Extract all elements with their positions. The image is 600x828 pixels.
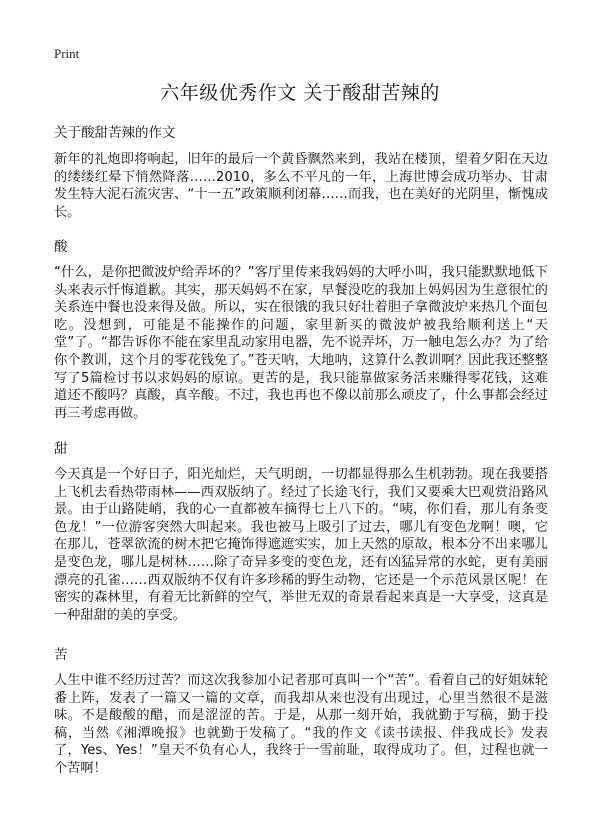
page-title: 六年级优秀作文 关于酸甜苦辣的 — [160, 82, 440, 104]
section-heading-bitter: 苦 — [54, 647, 68, 663]
print-link[interactable]: Print — [54, 46, 80, 61]
section-paragraph-sour: “什么，是你把微波炉给弄坏的？”客厅里传来我妈妈的大呼小叫，我只能默默地低下头来表示忏悔道歉。其实，那天妈妈不在家，早餐没吃的我加上妈妈因为生意很忙的关系连中餐也没来得及做。所以，实在很饿的我只好壮着胆子拿微波炉来热几个面包吃。没想到，可能是不能操作的问题，家里新买的微波炉被我给顺利送上“天堂”了。“都告诉你不能在家里乱动家用电器，先不说弄坏，万一触电怎么办？为了给你个教训，这个月的零花钱免了。”苍天呐，大地呐，这算什么教训啊？因此我还整整写了5篇检讨书以求妈妈的原谅。更苦的是，我只能靠做家务活来赚得零花钱，这难道还不酸吗？真酸，真辛酸。不过，我也再也不像以前那么顽皮了，什么事都会经过再三考虑再做。 — [54, 265, 548, 421]
article-subtitle: 关于酸甜苦辣的作文 — [54, 125, 176, 141]
section-heading-sweet: 甜 — [54, 441, 68, 457]
section-paragraph-bitter: 人生中谁不经历过苦？而这次我参加小记者那可真叫一个“苦”。看着自己的好姐妹轮番上阵，发表了一篇又一篇的文章，而我却从来也没有出现过，心里当然很不是滋味。不是酸酸的醋，而是涩涩的苦。于是，从那一刻开始，我就勤于写稿，勤于投稿，当然《湘潭晚报》也就勤于发稿了。“我的作文《读书读报、伴我成长》发表了，Yes、Yes！”皇天不负有心人，我终于一雪前耻，取得成功了。但，过程也就一个苦啊！ — [54, 673, 548, 776]
intro-paragraph: 新年的礼炮即将响起，旧年的最后一个黄昏飘然来到，我站在楼顶，望着夕阳在天边的缕缕红晕下悄然降落……2010，多么不平凡的一年，上海世博会成功举办、甘肃发生特大泥石流灾害、“十一五”政策顺利闭幕……而我，也在美好的光阴里，惭愧成长。 — [54, 152, 548, 220]
section-paragraph-sweet: 今天真是一个好日子，阳光灿烂，天气明朗，一切都显得那么生机勃勃。现在我要搭上飞机去看热带雨林——西双版纳了。经过了长途飞行，我们又要乘大巴观赏沿路风景。由于山路陡峭，我的心一直都被车摘得七上八下的。“咦，你们看，那儿有条变色龙！”一位游客突然大叫起来。我也被马上吸引了过去，哪儿有变色龙啊！噢，它在那儿，苍翠欲流的树木把它掩饰得遮遮实实，加上天然的原故，根本分不出来哪儿是变色龙，哪儿是树林……除了奇异多变的变色龙，还有凶猛异常的水蛇，更有美丽漂亮的孔雀……西双版纳不仅有许多珍稀的野生动物，它还是一个示范风景区呢！在密实的森林里，有着无比新鲜的空气，举世无双的奇景看起来真是一大享受，这真是一种甜甜的美的享受。 — [54, 467, 548, 623]
section-heading-sour: 酸 — [54, 239, 68, 255]
